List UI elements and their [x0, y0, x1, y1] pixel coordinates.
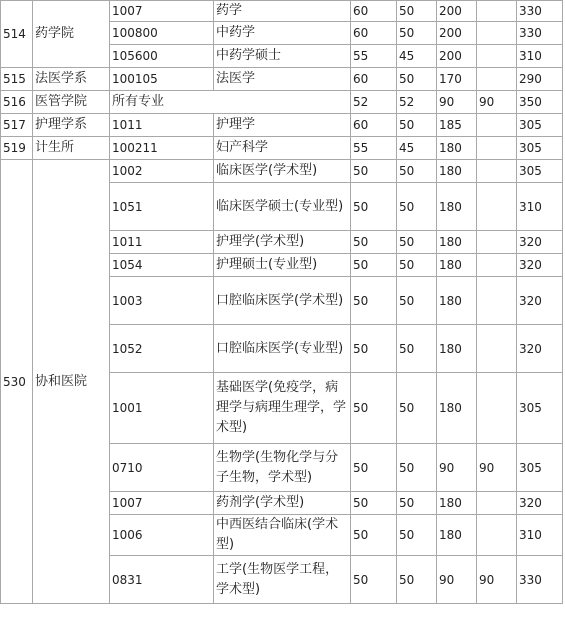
subject1-cell: 170: [437, 68, 477, 91]
total-cell: 310: [517, 45, 563, 68]
total-cell: 320: [517, 277, 563, 325]
subject1-cell: 200: [437, 1, 477, 22]
subject2-cell: [477, 137, 517, 160]
english-cell: 45: [397, 137, 437, 160]
subject1-cell: 185: [437, 114, 477, 137]
unit-code-cell: 530: [1, 160, 33, 604]
subject1-cell: 180: [437, 137, 477, 160]
subject1-cell: 90: [437, 556, 477, 604]
subject2-cell: [477, 160, 517, 183]
subject2-cell: 90: [477, 91, 517, 114]
major-name-cell: 护理学: [214, 114, 351, 137]
major-code-cell: 1003: [110, 277, 214, 325]
major-name-cell: 妇产科学: [214, 137, 351, 160]
subject2-cell: [477, 114, 517, 137]
subject2-cell: [477, 183, 517, 231]
total-cell: 305: [517, 444, 563, 492]
english-cell: 50: [397, 325, 437, 373]
total-cell: 305: [517, 137, 563, 160]
politics-cell: 52: [351, 91, 397, 114]
unit-code-cell: 515: [1, 68, 33, 91]
major-code-cell: 1007: [110, 492, 214, 515]
unit-name-cell: 法医学系: [33, 68, 110, 91]
table-row: [1, 91, 563, 114]
english-cell: 50: [397, 231, 437, 254]
politics-cell: 55: [351, 137, 397, 160]
major-name-cell: 基础医学(免疫学，病理学与病理生理学，学术型): [214, 373, 351, 444]
english-cell: 50: [397, 183, 437, 231]
total-cell: 310: [517, 183, 563, 231]
unit-code-cell: 519: [1, 137, 33, 160]
politics-cell: 50: [351, 444, 397, 492]
subject2-cell: [477, 254, 517, 277]
major-name-cell: 法医学: [214, 68, 351, 91]
subject1-cell: 180: [437, 183, 477, 231]
english-cell: 50: [397, 254, 437, 277]
subject1-cell: 180: [437, 492, 477, 515]
table-row: [1, 114, 563, 137]
politics-cell: 50: [351, 373, 397, 444]
subject2-cell: [477, 373, 517, 444]
major-code-cell: 1002: [110, 160, 214, 183]
table-body: [1, 1, 563, 604]
major-code-cell: 所有专业: [110, 91, 351, 114]
english-cell: 45: [397, 45, 437, 68]
major-name-cell: 生物学(生物化学与分子生物，学术型): [214, 444, 351, 492]
total-cell: 290: [517, 68, 563, 91]
subject1-cell: 200: [437, 22, 477, 45]
major-code-cell: 0710: [110, 444, 214, 492]
total-cell: 320: [517, 254, 563, 277]
unit-name-cell: 医管学院: [33, 91, 110, 114]
major-code-cell: 100800: [110, 22, 214, 45]
subject2-cell: [477, 22, 517, 45]
table-row: [1, 1, 563, 22]
politics-cell: 50: [351, 492, 397, 515]
politics-cell: 60: [351, 68, 397, 91]
subject1-cell: 90: [437, 91, 477, 114]
unit-name-cell: 护理学系: [33, 114, 110, 137]
unit-name-cell: 药学院: [33, 1, 110, 68]
major-code-cell: 100105: [110, 68, 214, 91]
total-cell: 320: [517, 492, 563, 515]
subject2-cell: [477, 1, 517, 22]
english-cell: 50: [397, 114, 437, 137]
unit-name-cell: 计生所: [33, 137, 110, 160]
major-name-cell: 药学: [214, 1, 351, 22]
politics-cell: 50: [351, 277, 397, 325]
english-cell: 50: [397, 22, 437, 45]
politics-cell: 50: [351, 515, 397, 556]
english-cell: 50: [397, 556, 437, 604]
subject1-cell: 200: [437, 45, 477, 68]
total-cell: 320: [517, 231, 563, 254]
politics-cell: 60: [351, 114, 397, 137]
english-cell: 50: [397, 160, 437, 183]
total-cell: 330: [517, 22, 563, 45]
major-name-cell: 护理硕士(专业型): [214, 254, 351, 277]
politics-cell: 60: [351, 1, 397, 22]
politics-cell: 50: [351, 325, 397, 373]
total-cell: 330: [517, 556, 563, 604]
major-code-cell: 100211: [110, 137, 214, 160]
english-cell: 50: [397, 444, 437, 492]
politics-cell: 50: [351, 254, 397, 277]
english-cell: 50: [397, 277, 437, 325]
subject2-cell: [477, 325, 517, 373]
politics-cell: 55: [351, 45, 397, 68]
english-cell: 50: [397, 68, 437, 91]
major-name-cell: 口腔临床医学(学术型): [214, 277, 351, 325]
major-name-cell: 中西医结合临床(学术型): [214, 515, 351, 556]
subject2-cell: [477, 231, 517, 254]
major-name-cell: 口腔临床医学(专业型): [214, 325, 351, 373]
subject2-cell: [477, 68, 517, 91]
unit-code-cell: 514: [1, 1, 33, 68]
subject1-cell: 180: [437, 325, 477, 373]
subject2-cell: [477, 45, 517, 68]
english-cell: 52: [397, 91, 437, 114]
unit-code-cell: 516: [1, 91, 33, 114]
table-row: [1, 68, 563, 91]
subject2-cell: [477, 515, 517, 556]
major-code-cell: 1052: [110, 325, 214, 373]
subject1-cell: 90: [437, 444, 477, 492]
subject2-cell: 90: [477, 444, 517, 492]
total-cell: 305: [517, 114, 563, 137]
major-code-cell: 1006: [110, 515, 214, 556]
major-name-cell: 中药学: [214, 22, 351, 45]
major-name-cell: 工学(生物医学工程，学术型): [214, 556, 351, 604]
subject2-cell: [477, 492, 517, 515]
subject1-cell: 180: [437, 160, 477, 183]
major-code-cell: 1051: [110, 183, 214, 231]
major-name-cell: 临床医学(学术型): [214, 160, 351, 183]
table-row: [1, 137, 563, 160]
major-name-cell: 中药学硕士: [214, 45, 351, 68]
politics-cell: 50: [351, 183, 397, 231]
subject1-cell: 180: [437, 515, 477, 556]
unit-name-cell: 协和医院: [33, 160, 110, 604]
politics-cell: 50: [351, 556, 397, 604]
major-name-cell: 临床医学硕士(专业型): [214, 183, 351, 231]
major-code-cell: 1011: [110, 114, 214, 137]
total-cell: 330: [517, 1, 563, 22]
major-code-cell: 0831: [110, 556, 214, 604]
english-cell: 50: [397, 1, 437, 22]
unit-code-cell: 517: [1, 114, 33, 137]
total-cell: 320: [517, 325, 563, 373]
subject2-cell: [477, 277, 517, 325]
major-name-cell: 药剂学(学术型): [214, 492, 351, 515]
major-code-cell: 1011: [110, 231, 214, 254]
total-cell: 305: [517, 373, 563, 444]
total-cell: 310: [517, 515, 563, 556]
major-code-cell: 1007: [110, 1, 214, 22]
subject1-cell: 180: [437, 254, 477, 277]
major-code-cell: 1001: [110, 373, 214, 444]
subject1-cell: 180: [437, 373, 477, 444]
politics-cell: 60: [351, 22, 397, 45]
english-cell: 50: [397, 515, 437, 556]
major-code-cell: 105600: [110, 45, 214, 68]
major-name-cell: 护理学(学术型): [214, 231, 351, 254]
politics-cell: 50: [351, 160, 397, 183]
major-code-cell: 1054: [110, 254, 214, 277]
english-cell: 50: [397, 492, 437, 515]
subject2-cell: 90: [477, 556, 517, 604]
english-cell: 50: [397, 373, 437, 444]
table-row: [1, 160, 563, 183]
subject1-cell: 180: [437, 277, 477, 325]
politics-cell: 50: [351, 231, 397, 254]
total-cell: 305: [517, 160, 563, 183]
subject1-cell: 180: [437, 231, 477, 254]
total-cell: 350: [517, 91, 563, 114]
